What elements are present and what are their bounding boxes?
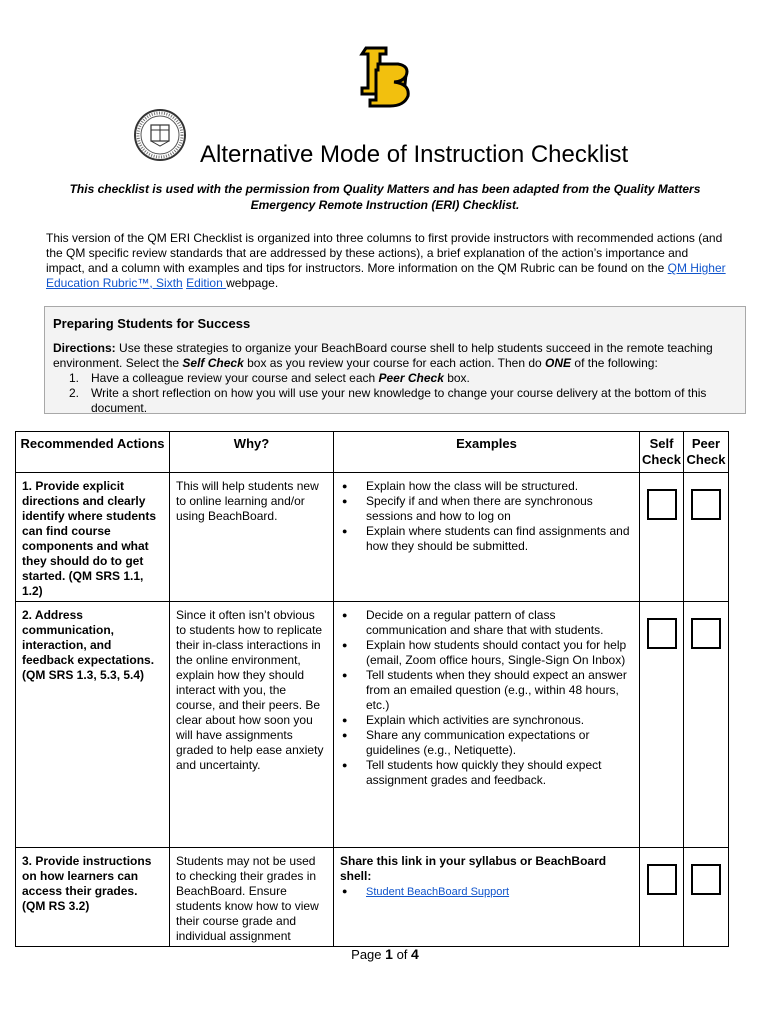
lb-logo <box>356 44 412 108</box>
self-check-checkbox[interactable] <box>647 489 677 520</box>
peer-check-cell <box>684 473 729 602</box>
list-item <box>69 386 737 416</box>
why-cell: This will help students new to online learning and/or using BeachBoard. <box>170 473 334 602</box>
self-check-cell <box>640 848 684 947</box>
self-check-cell <box>640 473 684 602</box>
page-title: Alternative Mode of Instruction Checklist <box>200 141 629 168</box>
list-item: ● Decide on a regular pattern of class communication and share that with students. <box>340 608 633 638</box>
dir-text-c: of the following: <box>571 356 658 370</box>
intro-paragraph <box>46 231 726 291</box>
page-label: Page <box>351 947 382 962</box>
qm-rubric-link-edition[interactable]: Edition <box>186 276 227 290</box>
list-item <box>340 884 633 900</box>
lb-logo-text: LB <box>384 84 386 85</box>
checklist-table <box>15 431 729 947</box>
list-num: 2. <box>69 386 80 400</box>
peer-check-checkbox[interactable] <box>691 864 721 895</box>
list-text: Have a colleague review your course and select each <box>91 371 379 385</box>
preparing-students-box <box>44 306 746 414</box>
table-row <box>16 848 729 947</box>
peer-check-cell <box>684 848 729 947</box>
list-num: 1. <box>69 371 80 385</box>
self-check-checkbox[interactable] <box>647 618 677 649</box>
action-cell: 3. Provide instructions on how learners can access their grades. (QM RS 3.2) <box>16 848 170 947</box>
table-row <box>16 602 729 848</box>
qm-rubric-link[interactable]: QM Higher Education Rubric™, Sixth <box>46 261 726 290</box>
header-why: Why? <box>170 432 334 473</box>
peer-check-cell <box>684 602 729 848</box>
action-cell: 1. Provide explicit directions and clearly identify where students can find course components and what they should do to get started. (QM SRS 1.1, 1.2) <box>16 473 170 602</box>
why-cell: Students may not be used to checking their grades in BeachBoard. Ensure students know how to view their course grade and individual assignment <box>170 848 334 947</box>
prep-list <box>53 371 737 416</box>
of-label: of <box>396 947 408 962</box>
page-subtitle: This checklist is used with the permission from Quality Matters and has been adapted from the Quality Matters Emergency Remote Instruction (ERI) Checklist. <box>69 182 701 212</box>
dir-label: Directions: <box>53 341 116 355</box>
self-check-checkbox[interactable] <box>647 864 677 895</box>
list-text-end: box. <box>443 371 470 385</box>
peer-check-checkbox[interactable] <box>691 489 721 520</box>
header-self-check: Self Check <box>640 432 684 473</box>
examples-cell <box>334 473 640 602</box>
table-row <box>16 473 729 602</box>
dir-text-b: box as you review your course for each action. Then do <box>243 356 546 370</box>
action-cell: 2. Address communication, interaction, and feedback expectations. (QM SRS 1.3, 5.3, 5.4) <box>16 602 170 848</box>
list-item: ● Tell students when they should expect an answer from an emailed question (e.g., within 48 hours, etc.) <box>340 668 633 713</box>
prep-title: Preparing Students for Success <box>53 316 251 331</box>
examples-cell <box>334 602 640 848</box>
intro-text: This version of the QM ERI Checklist is organized into three columns to first provide instructors with recommended actions (and the QM specific review standards that are addressed by these actions), a brief explanation of the action’s importance and impact, and a column with examples and tips for instructors. More information on the QM Rubric can be found on the <box>46 231 723 275</box>
list-peer-check: Peer Check <box>378 371 444 385</box>
dir-one: ONE <box>545 356 572 370</box>
list-item: ● Specify if and when there are synchronous sessions and how to log on <box>340 494 633 524</box>
why-cell: Since it often isn’t obvious to students how to replicate their in-class interactions in the online environment, explain how they should interact with you, the course, and their peers. Be clear about how soon you will have assignments graded to help ease anxiety and uncertainty. <box>170 602 334 848</box>
intro-text-end: webpage. <box>226 276 279 290</box>
university-seal <box>133 108 187 162</box>
table-header-row <box>16 432 729 473</box>
list-item: ● Explain how the class will be structured. <box>340 479 633 494</box>
list-item: ● Tell students how quickly they should expect assignment grades and feedback. <box>340 758 633 788</box>
dir-text-a: Use these strategies to organize your BeachBoard course shell to help students succeed in the remote teaching environment. Select the <box>53 341 713 370</box>
header-recommended-actions: Recommended Actions <box>16 432 170 473</box>
student-beachboard-support-link[interactable]: Student BeachBoard Support <box>366 886 510 898</box>
list-item: ● Share any communication expectations or guidelines (e.g., Netiquette). <box>340 728 633 758</box>
page-footer <box>0 946 770 962</box>
self-check-cell <box>640 602 684 848</box>
list-item: ● Explain how students should contact you for help (email, Zoom office hours, Single-Sign On Inbox) <box>340 638 633 668</box>
header-peer-check: Peer Check <box>684 432 729 473</box>
prep-directions <box>53 341 737 371</box>
list-item: ● Explain which activities are synchronous. <box>340 713 633 728</box>
list-item <box>69 371 737 386</box>
list-text: Write a short reflection on how you will use your new knowledge to change your course delivery at the bottom of this document. <box>91 386 707 415</box>
peer-check-checkbox[interactable] <box>691 618 721 649</box>
page-total: 4 <box>411 946 419 962</box>
dir-self-check: Self Check <box>182 356 244 370</box>
share-link-heading: Share this link in your syllabus or BeachBoard shell: <box>340 854 607 883</box>
header-examples: Examples <box>334 432 640 473</box>
page-number: 1 <box>385 946 393 962</box>
list-item: ● Explain where students can find assignments and how they should be submitted. <box>340 524 633 554</box>
examples-cell <box>334 848 640 947</box>
